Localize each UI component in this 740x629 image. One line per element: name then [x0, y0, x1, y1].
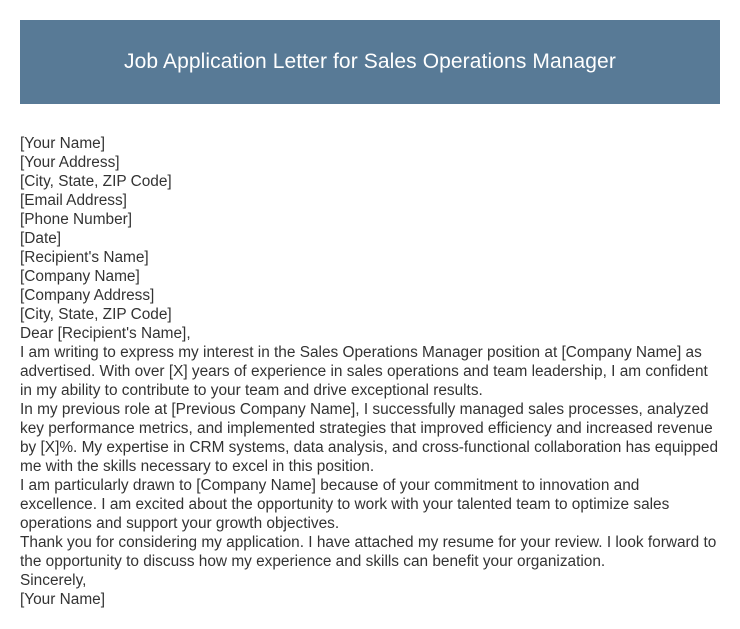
letter-date: [Date] [20, 230, 62, 247]
sender-name: [Your Name] [20, 135, 105, 152]
closing: Sincerely, [20, 572, 87, 589]
recipient-city-state-zip: [City, State, ZIP Code] [20, 306, 172, 323]
recipient-company: [Company Name] [20, 268, 140, 285]
paragraph-intro: I am writing to express my interest in the Sales Operations Manager position at [Company Name] as advertised. With over [X] years of experience in sales operations and team leadership, I am confident in my ability to contribute to your team and drive exceptional results. [20, 344, 708, 399]
paragraph-thanks: Thank you for considering my application. I have attached my resume for your review. I look forward to the opportunity to discuss how my experience and skills can benefit your organization. [20, 534, 717, 570]
paragraph-motivation: I am particularly drawn to [Company Name] because of your commitment to innovation and excellence. I am excited about the opportunity to work with your talented team to optimize sales operations and support your growth objectives. [20, 477, 670, 532]
signature: [Your Name] [20, 591, 105, 608]
letter-body [20, 134, 720, 609]
recipient-company-address: [Company Address] [20, 287, 155, 304]
sender-phone: [Phone Number] [20, 211, 133, 228]
page-title: Job Application Letter for Sales Operations Manager [124, 50, 616, 73]
salutation: Dear [Recipient's Name], [20, 325, 191, 342]
header-banner [20, 20, 720, 104]
paragraph-experience: In my previous role at [Previous Company Name], I successfully managed sales processes, analyzed key performance metrics, and implemented strategies that improved efficiency and increased revenue by [X]%. My expertise in CRM systems, data analysis, and cross-functional collaboration has equipped me with the skills necessary to excel in this position. [20, 401, 719, 475]
sender-email: [Email Address] [20, 192, 127, 209]
sender-city-state-zip: [City, State, ZIP Code] [20, 173, 172, 190]
recipient-name: [Recipient's Name] [20, 249, 149, 266]
sender-address: [Your Address] [20, 154, 120, 171]
